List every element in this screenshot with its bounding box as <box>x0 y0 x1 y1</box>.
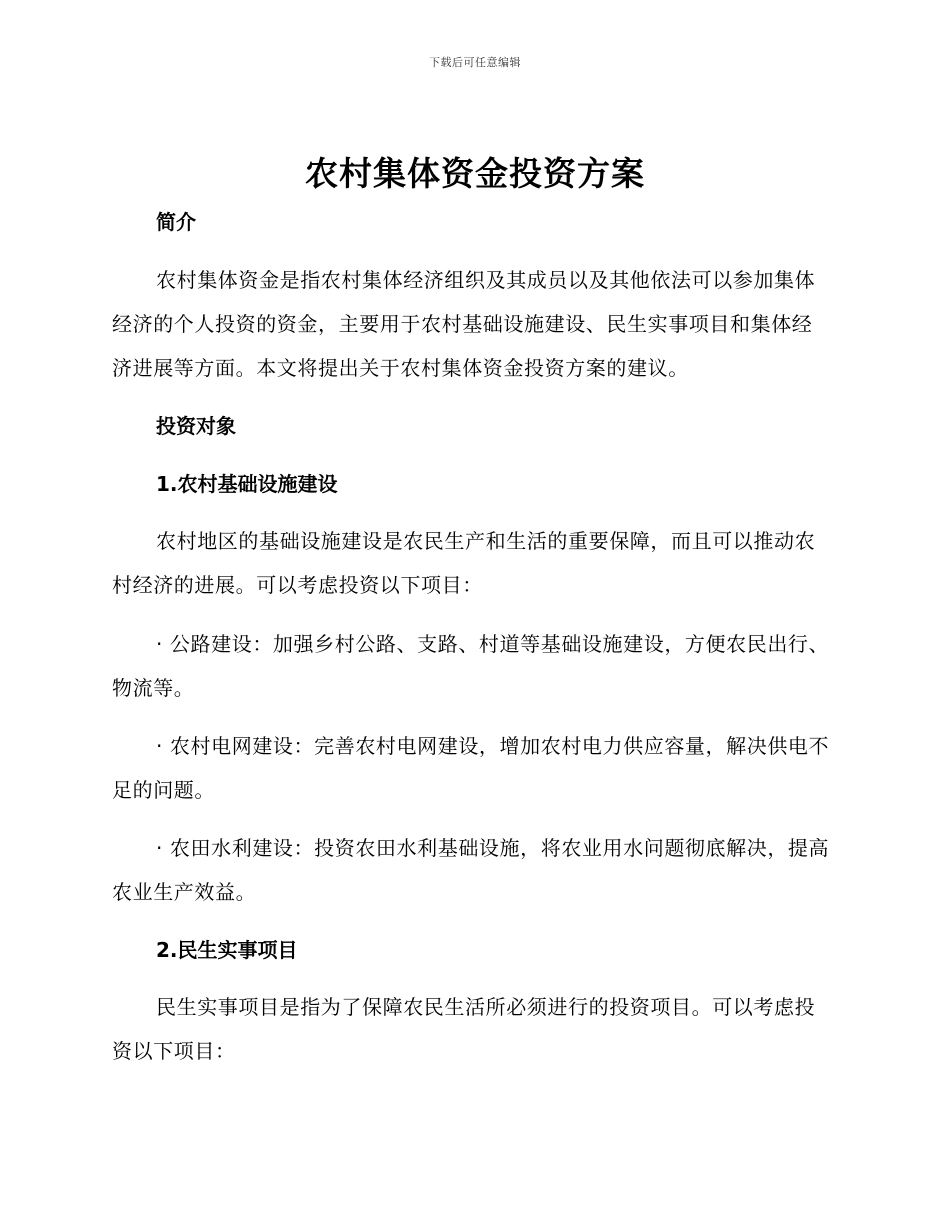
list-item-road-construction: · 公路建设：加强乡村公路、支路、村道等基础设施建设，方便农民出行、物流等。 <box>112 632 830 700</box>
subsection-heading-infrastructure: 1.农村基础设施建设 <box>156 472 338 496</box>
infrastructure-paragraph: 农村地区的基础设施建设是农民生产和生活的重要保障，而且可以推动农村经济的进展。可以考虑投资以下项目： <box>112 529 816 597</box>
section-heading-intro: 简介 <box>156 210 196 234</box>
intro-paragraph: 农村集体资金是指农村集体经济组织及其成员以及其他依法可以参加集体经济的个人投资的资金，主要用于农村基础设施建设、民生实事项目和集体经济进展等方面。本文将提出关于农村集体资金投资方案的建议。 <box>112 268 816 380</box>
list-item-power-grid: · 农村电网建设：完善农村电网建设，增加农村电力供应容量，解决供电不足的问题。 <box>112 734 830 802</box>
page-header-note: 下载后可任意编辑 <box>429 56 521 69</box>
section-heading-targets: 投资对象 <box>156 414 236 438</box>
subsection-heading-livelihood: 2.民生实事项目 <box>156 938 298 962</box>
livelihood-paragraph: 民生实事项目是指为了保障农民生活所必须进行的投资项目。可以考虑投资以下项目： <box>112 995 816 1063</box>
document-title: 农村集体资金投资方案 <box>305 154 645 193</box>
list-item-irrigation: · 农田水利建设：投资农田水利基础设施，将农业用水问题彻底解决，提高农业生产效益。 <box>112 836 830 904</box>
